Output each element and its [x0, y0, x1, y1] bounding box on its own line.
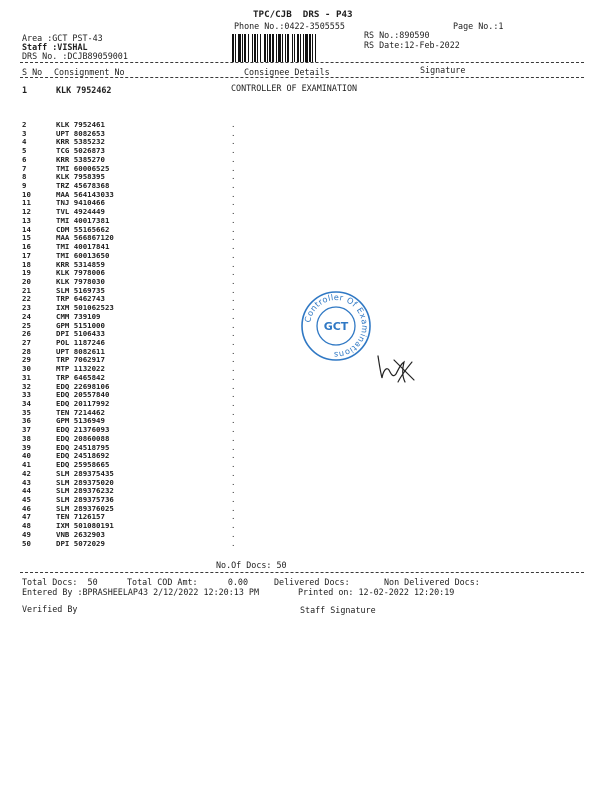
row-consignee-details: .: [231, 224, 236, 234]
row-consignment-number: POL 1187246: [56, 338, 105, 347]
row-consignee-details: .: [231, 163, 236, 173]
row-serial-number: 32: [22, 381, 31, 391]
row-serial-number: 33: [22, 390, 31, 400]
row-serial-number: 37: [22, 425, 31, 435]
page-number: Page No.:1: [453, 21, 504, 31]
controller-of-examinations-stamp: [300, 290, 372, 362]
row-consignee-details: .: [231, 433, 236, 443]
row-consignee-details: .: [231, 355, 236, 365]
row-consignment-number: KRR 5314859: [56, 259, 105, 269]
table-row: [0, 383, 300, 391]
row-serial-number: 20: [22, 276, 31, 286]
handwritten-signature: [372, 352, 418, 388]
row-consignee-details: .: [231, 477, 236, 487]
row-serial-number: 30: [22, 364, 31, 374]
row-consignment-number: EDQ 24518795: [56, 442, 110, 452]
table-row: [0, 287, 300, 295]
column-header-sno: S No: [22, 67, 43, 77]
row-consignment-number: EDQ 20117992: [56, 399, 110, 409]
row-consignment-number: MAA 564143033: [56, 189, 114, 199]
stamp-center-text: GCT: [323, 320, 349, 333]
row-consignment-number: TMI 40017381: [56, 215, 110, 225]
table-row: [0, 130, 300, 138]
row-serial-number: 15: [22, 233, 31, 243]
row-serial-number: 8: [22, 172, 27, 182]
row-consignment-number: KLK 7952461: [56, 120, 105, 129]
row-serial-number: 17: [22, 250, 31, 260]
row-serial-number: 50: [22, 538, 31, 548]
row-consignee-details: .: [231, 259, 236, 269]
row-consignment-number: DPI 5072029: [56, 538, 105, 548]
row-consignee-details: .: [231, 250, 236, 260]
table-row: [0, 199, 300, 207]
row-consignee-details: .: [231, 120, 236, 129]
table-row: [0, 339, 300, 347]
row-serial-number: 34: [22, 399, 31, 409]
row-consignment-number: TMI 60013650: [56, 250, 110, 260]
table-row: [0, 156, 300, 164]
row-serial-number: 14: [22, 224, 31, 234]
row-consignment-number: TRP 6462743: [56, 294, 105, 304]
divider-line: [20, 572, 584, 573]
row-serial-number: 46: [22, 503, 31, 513]
row-consignee-details: .: [231, 233, 236, 243]
non-delivered-docs: Non Delivered Docs:: [384, 577, 480, 587]
table-row: [0, 426, 300, 434]
row-consignee-details: .: [231, 303, 236, 313]
row-serial-number: 39: [22, 442, 31, 452]
table-row: [0, 461, 300, 469]
divider-line: [20, 62, 584, 63]
row-serial-number: 10: [22, 189, 31, 199]
table-row: [0, 505, 300, 513]
row-serial-number: 12: [22, 207, 31, 217]
row-consignment-number: EDQ 20860088: [56, 433, 110, 443]
row-consignment-number: EDQ 20557840: [56, 390, 110, 400]
row-1-sno: 1: [22, 85, 28, 95]
row-consignee-details: .: [231, 198, 236, 208]
row-consignment-number: TMI 60006525: [56, 163, 110, 173]
row-consignee-details: .: [231, 521, 236, 531]
table-row: [0, 208, 300, 216]
row-consignment-number: KRR 5385270: [56, 154, 105, 164]
row-consignment-number: KRR 5385232: [56, 137, 105, 147]
table-row: [0, 252, 300, 260]
row-consignment-number: TRZ 45678368: [56, 181, 110, 191]
row-consignment-number: TRP 7062917: [56, 355, 105, 365]
row-consignment-number: TEN 7126157: [56, 512, 105, 522]
verified-by: Verified By: [22, 604, 78, 614]
table-row: [0, 330, 300, 338]
row-consignee-details: .: [231, 494, 236, 504]
table-row: [0, 513, 300, 521]
row-consignment-number: KLK 7978006: [56, 268, 105, 278]
table-row: [0, 191, 300, 199]
table-row: [0, 487, 300, 495]
row-consignee-details: .: [231, 137, 236, 147]
row-consignment-number: EDQ 22698106: [56, 381, 110, 391]
row-consignee-details: .: [231, 268, 236, 278]
table-row: [0, 435, 300, 443]
row-serial-number: 41: [22, 460, 31, 470]
printed-on: Printed on: 12-02-2022 12:20:19: [298, 587, 455, 597]
row-consignee-details: .: [231, 276, 236, 286]
row-consignee-details: .: [231, 390, 236, 400]
row-serial-number: 5: [22, 146, 27, 156]
row-consignment-number: GPM 5136949: [56, 416, 105, 426]
staff-signature: Staff Signature: [300, 605, 376, 615]
row-serial-number: 47: [22, 512, 31, 522]
row-consignment-number: SLM 5169735: [56, 285, 105, 295]
row-serial-number: 48: [22, 521, 31, 531]
table-row: [0, 173, 300, 181]
drs-number: DRS No. :DCJB89059001: [22, 51, 128, 61]
table-row: [0, 479, 300, 487]
row-consignee-details: .: [231, 146, 236, 156]
row-consignee-details: .: [231, 372, 236, 382]
row-serial-number: 22: [22, 294, 31, 304]
row-consignment-number: IXM 501062523: [56, 303, 114, 313]
row-serial-number: 29: [22, 355, 31, 365]
document-title: TPC/CJB DRS - P43: [253, 9, 353, 20]
row-consignee-details: .: [231, 512, 236, 522]
column-header-consignee: Consignee Details: [244, 67, 330, 77]
row-consignee-details: .: [231, 154, 236, 164]
table-row: [0, 470, 300, 478]
row-consignment-number: TMI 40017841: [56, 242, 110, 252]
row-consignee-details: .: [231, 529, 236, 539]
total-docs: Total Docs: 50: [22, 577, 98, 587]
row-1-consignment: KLK 7952462: [56, 85, 112, 95]
row-consignment-number: SLM 289376232: [56, 486, 114, 496]
row-consignee-details: .: [231, 486, 236, 496]
barcode: [232, 34, 358, 62]
row-consignee-details: .: [231, 468, 236, 478]
row-serial-number: 19: [22, 268, 31, 278]
table-row: [0, 496, 300, 504]
table-row: [0, 234, 300, 242]
row-serial-number: 4: [22, 137, 27, 147]
row-serial-number: 9: [22, 181, 27, 191]
row-serial-number: 23: [22, 303, 31, 313]
row-consignee-details: .: [231, 329, 236, 339]
row-consignee-details: .: [231, 215, 236, 225]
table-row: [0, 540, 300, 548]
row-consignee-details: .: [231, 242, 236, 252]
row-consignee-details: .: [231, 364, 236, 374]
row-serial-number: 7: [22, 163, 27, 173]
row-consignment-number: DPI 5106433: [56, 329, 105, 339]
row-consignment-number: EDQ 21376093: [56, 425, 110, 435]
row-serial-number: 24: [22, 311, 31, 321]
row-consignee-details: .: [231, 503, 236, 513]
row-serial-number: 44: [22, 486, 31, 496]
delivered-docs: Delivered Docs:: [274, 577, 350, 587]
row-consignee-details: .: [231, 172, 236, 182]
row-consignee-details: .: [231, 442, 236, 452]
column-header-signature: Signature: [420, 65, 466, 75]
table-row: [0, 409, 300, 417]
row-consignee-details: .: [231, 381, 236, 391]
table-row: [0, 417, 300, 425]
row-consignment-number: IXM 501080191: [56, 521, 114, 531]
phone-number: Phone No.:0422-3505555: [234, 21, 345, 31]
row-consignee-details: .: [231, 425, 236, 435]
row-consignment-number: CDM 55165662: [56, 224, 110, 234]
row-serial-number: 2: [22, 120, 27, 129]
row-serial-number: 21: [22, 285, 31, 295]
row-consignee-details: .: [231, 311, 236, 321]
table-row: [0, 138, 300, 146]
row-consignment-number: TCG 5026873: [56, 146, 105, 156]
row-serial-number: 31: [22, 372, 31, 382]
row-consignee-details: .: [231, 207, 236, 217]
row-consignee-details: .: [231, 416, 236, 426]
table-row: [0, 356, 300, 364]
row-consignment-number: TRP 6465842: [56, 372, 105, 382]
table-row: [0, 452, 300, 460]
table-row: [0, 322, 300, 330]
row-consignment-number: GPM 5151000: [56, 320, 105, 330]
row-serial-number: 6: [22, 154, 27, 164]
row-consignment-number: MTP 1132022: [56, 364, 105, 374]
row-consignment-number: TVL 4924449: [56, 207, 105, 217]
no-of-docs: No.Of Docs: 50: [216, 560, 287, 570]
row-consignee-details: .: [231, 451, 236, 461]
row-serial-number: 38: [22, 433, 31, 443]
row-consignment-number: TNJ 9410466: [56, 198, 105, 208]
row-consignment-number: KLK 7978030: [56, 276, 105, 286]
table-row: [0, 269, 300, 277]
row-serial-number: 16: [22, 242, 31, 252]
row-consignment-number: UPT 8082611: [56, 346, 105, 356]
row-serial-number: 49: [22, 529, 31, 539]
table-row: [0, 226, 300, 234]
staff-label: Staff :VISHAL: [22, 42, 88, 52]
row-serial-number: 26: [22, 329, 31, 339]
table-row: [0, 261, 300, 269]
row-consignment-number: KLK 7958395: [56, 172, 105, 182]
row-consignee-details: .: [231, 399, 236, 409]
row-serial-number: 43: [22, 477, 31, 487]
row-consignee-details: .: [231, 181, 236, 191]
row-consignment-number: SLM 289375435: [56, 468, 114, 478]
row-consignment-number: SLM 289376025: [56, 503, 114, 513]
row-consignee-details: .: [231, 285, 236, 295]
table-row: [0, 165, 300, 173]
table-row: [0, 365, 300, 373]
table-row: [0, 121, 300, 129]
row-serial-number: 28: [22, 346, 31, 356]
row-consignment-number: SLM 289375020: [56, 477, 114, 487]
row-serial-number: 11: [22, 198, 31, 208]
row-consignee-details: .: [231, 407, 236, 417]
row-consignment-number: EDQ 25958665: [56, 460, 110, 470]
row-serial-number: 27: [22, 338, 31, 347]
row-serial-number: 36: [22, 416, 31, 426]
table-row: [0, 400, 300, 408]
row-consignment-number: TEN 7214462: [56, 407, 105, 417]
row-consignee-details: .: [231, 346, 236, 356]
row-consignee-details: .: [231, 128, 236, 138]
area-label: Area :GCT PST-43: [22, 33, 103, 43]
row-consignee-details: .: [231, 320, 236, 330]
rs-date: RS Date:12-Feb-2022: [364, 40, 460, 50]
row-consignment-number: SLM 289375736: [56, 494, 114, 504]
total-cod-amount: Total COD Amt: 0.00: [127, 577, 249, 587]
row-serial-number: 18: [22, 259, 31, 269]
rs-number: RS No.:890590: [364, 30, 430, 40]
row-serial-number: 35: [22, 407, 31, 417]
row-consignee-details: .: [231, 460, 236, 470]
table-row: [0, 391, 300, 399]
table-row: [0, 295, 300, 303]
table-row: [0, 278, 300, 286]
row-consignment-number: VNB 2632903: [56, 529, 105, 539]
row-serial-number: 25: [22, 320, 31, 330]
row-consignment-number: UPT 8082653: [56, 128, 105, 138]
table-row: [0, 313, 300, 321]
row-serial-number: 13: [22, 215, 31, 225]
row-consignee-details: .: [231, 338, 236, 347]
row-consignment-number: MAA 566867120: [56, 233, 114, 243]
row-consignment-number: EDQ 24518692: [56, 451, 110, 461]
table-row: [0, 147, 300, 155]
row-serial-number: 45: [22, 494, 31, 504]
row-serial-number: 40: [22, 451, 31, 461]
table-row: [0, 243, 300, 251]
table-row: [0, 304, 300, 312]
divider-line: [20, 77, 584, 78]
row-serial-number: 3: [22, 128, 27, 138]
stamp-ring-text: Controller Of Examinations: [302, 291, 371, 361]
row-consignee-details: .: [231, 189, 236, 199]
row-consignee-details: .: [231, 538, 236, 548]
row-consignment-number: CMM 739109: [56, 311, 101, 321]
table-row: [0, 522, 300, 530]
column-header-consignment: Consignment No: [54, 67, 125, 77]
entered-by: Entered By :BPRASHEELAP43 2/12/2022 12:20:13 PM: [22, 587, 259, 597]
table-row: [0, 374, 300, 382]
table-row: [0, 217, 300, 225]
row-1-consignee: CONTROLLER OF EXAMINATION: [231, 83, 358, 93]
table-row: [0, 531, 300, 539]
row-consignee-details: .: [231, 294, 236, 304]
table-row: [0, 182, 300, 190]
table-row: [0, 348, 300, 356]
row-serial-number: 42: [22, 468, 31, 478]
table-row: [0, 444, 300, 452]
